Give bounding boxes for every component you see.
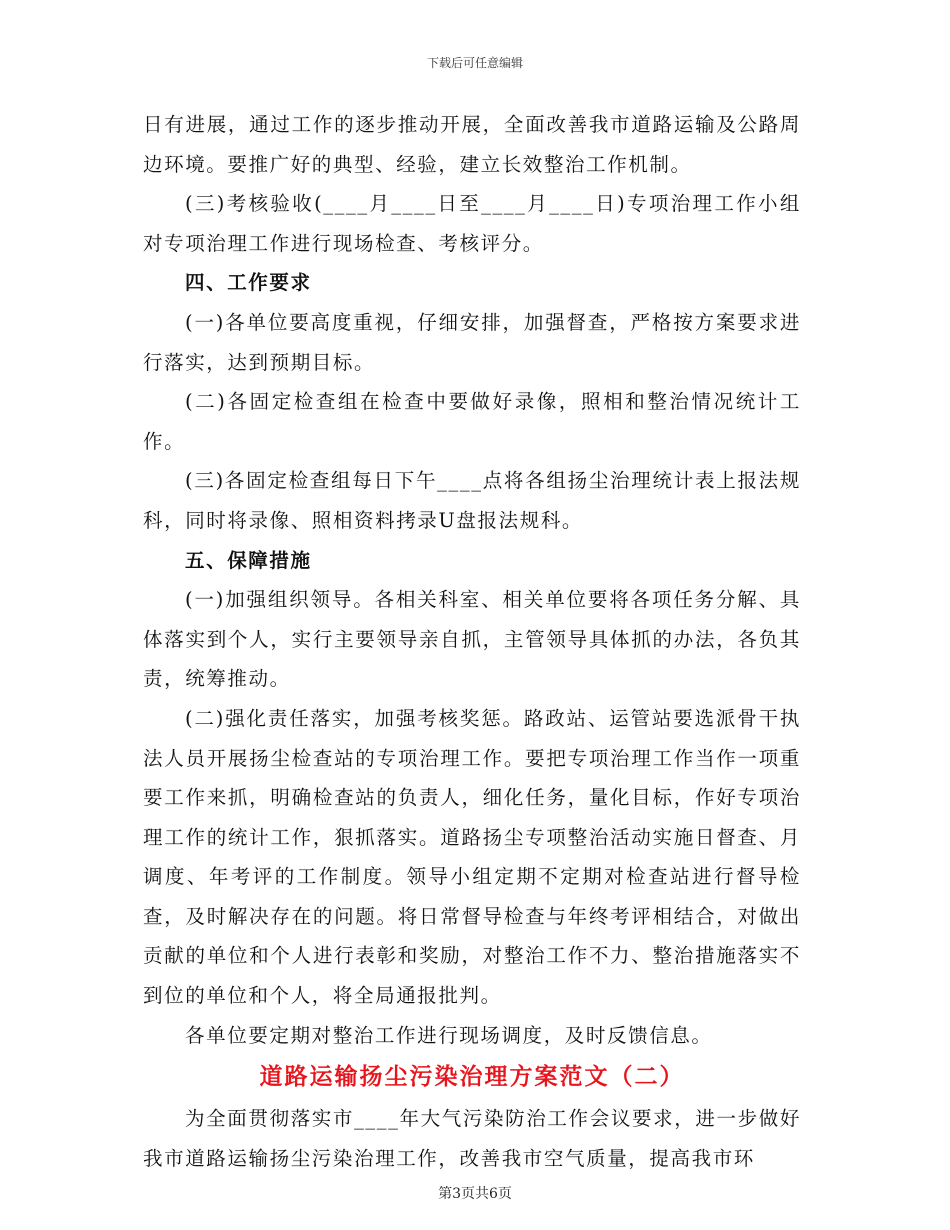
paragraph-safeguard-1: (一)加强组织领导。各相关科室、相关单位要将各项任务分解、具体落实到个人，实行主要领导亲自抓，主管领导具体抓的办法，各负其责，统筹推动。	[143, 588, 801, 691]
page-header: 下载后可任意编辑	[426, 56, 523, 70]
paragraph-intro: 为全面贯彻落实市____年大气污染防治工作会议要求，进一步做好我市道路运输扬尘污染治理工作，改善我市空气质量，提高我市环	[143, 1107, 801, 1170]
section-heading-safeguards: 五、保障措施	[185, 548, 312, 572]
paragraph-closing: 各单位要定期对整治工作进行现场调度，及时反馈信息。	[185, 1023, 713, 1047]
page-footer: 第3页共6页	[438, 1186, 512, 1202]
paragraph-requirement-3: (三)各固定检查组每日下午____点将各组扬尘治理统计表上报法规科，同时将录像、照相资料拷录U盘报法规科。	[143, 469, 801, 532]
paragraph-requirement-2: (二)各固定检查组在检查中要做好录像，照相和整治情况统计工作。	[143, 390, 801, 453]
paragraph-assessment: (三)考核验收(____月____日至____月____日)专项治理工作小组对专项治理工作进行现场检查、考核评分。	[143, 192, 801, 255]
section-heading-work-requirements: 四、工作要求	[185, 271, 312, 295]
paragraph-safeguard-2: (二)强化责任落实，加强考核奖惩。路政站、运管站要选派骨干执法人员开展扬尘检查站的专项治理工作。要把专项治理工作当作一项重要工作来抓，明确检查站的负责人，细化任务，量化目标，作好专项治理工作的统计工作，狠抓落实。道路扬尘专项整治活动实施日督查、月调度、年考评的工作制度。领导小组定期不定期对检查站进行督导检查，及时解决存在的问题。将日常督导检查与年终考评相结合，对做出贡献的单位和个人进行表彰和奖励，对整治工作不力、整治措施落实不到位的单位和个人，将全局通报批判。	[143, 706, 801, 1008]
section-title: 道路运输扬尘污染治理方案范文（二）	[259, 1063, 685, 1091]
paragraph-requirement-1: (一)各单位要高度重视，仔细安排，加强督查，严格按方案要求进行落实，达到预期目标。	[143, 310, 801, 374]
document-body	[143, 105, 801, 1178]
paragraph-continuation: 日有进展，通过工作的逐步推动开展，全面改善我市道路运输及公路周边环境。要推广好的典型、经验，建立长效整治工作机制。	[143, 113, 801, 176]
